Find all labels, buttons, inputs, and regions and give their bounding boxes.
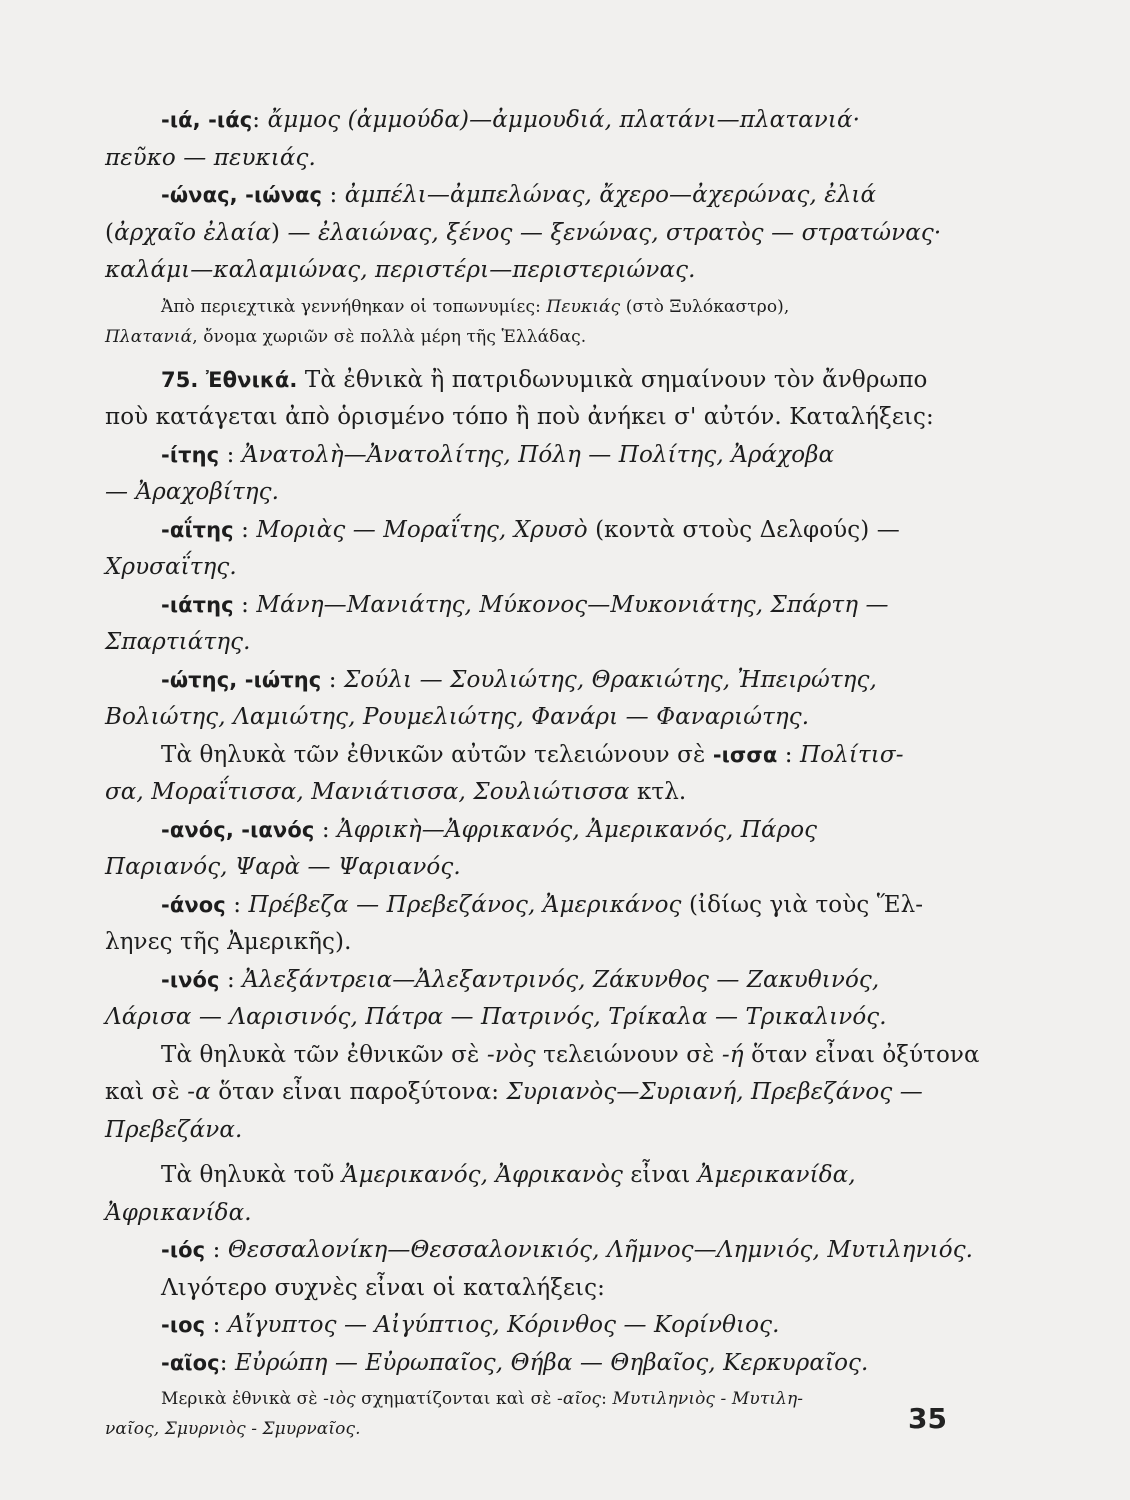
body-text: : bbox=[314, 816, 338, 843]
example-text: Πλατανιά bbox=[105, 326, 193, 347]
example-text: ἀμπέλι—ἀμπελώνας, ἄχερο—ἀχερώνας, ἐλιά bbox=[344, 182, 877, 208]
ending-term: -ώνας, -ιώνας bbox=[161, 183, 323, 207]
text-line bbox=[105, 549, 953, 587]
text-line bbox=[105, 1270, 953, 1308]
example-text: Σούλι — Σουλιώτης, Θρακιώτης, Ἠπειρώτης, bbox=[343, 666, 877, 693]
text-line bbox=[105, 399, 953, 437]
text-line bbox=[105, 887, 953, 925]
example-text: σα, Μοραΐτισσα, Μανιάτισσα, Σουλιώτισσα bbox=[105, 779, 630, 805]
body-text: σχηματίζονται καὶ σὲ bbox=[355, 1389, 558, 1409]
text-line bbox=[105, 1157, 953, 1195]
body-text: : bbox=[601, 1389, 613, 1409]
text-line bbox=[105, 962, 953, 1000]
example-text: πεῦκο — πευκιάς. bbox=[105, 144, 316, 171]
text-line bbox=[105, 1307, 953, 1345]
body-text: κτλ. bbox=[629, 779, 687, 805]
example-text: Πολίτισ- bbox=[800, 741, 904, 768]
body-text: : bbox=[219, 441, 242, 468]
example-text: Ἀφρικὴ—Ἀφρικανός, Ἀμερικανός, Πάρος bbox=[337, 816, 818, 843]
example-text: Παριανός, Ψαρὰ — Ψαριανός. bbox=[105, 854, 461, 880]
example-text: Πρεβεζάνα. bbox=[105, 1116, 243, 1143]
ending-term: -ιος bbox=[161, 1313, 206, 1337]
body-text: Ἀπὸ περιεχτικὰ γεννήθηκαν οἱ τοπωνυμίες: bbox=[161, 296, 547, 317]
body-text: Τὰ θηλυκὰ τῶν ἐθνικῶν αὐτῶν τελειώνουν σὲ bbox=[161, 741, 713, 768]
body-text: Τὰ ἐθνικὰ ἢ πατριδωνυμικὰ σημαίνουν τὸν ἄνθρωπο bbox=[297, 366, 928, 393]
example-text: Ἀλεξάντρεια—Ἀλεξαντρινός, Ζάκυνθος — Ζακυθινός, bbox=[242, 966, 880, 993]
body-text: καὶ σὲ bbox=[105, 1079, 188, 1105]
example-text: -α bbox=[187, 1079, 211, 1105]
body-text: (κοντὰ στοὺς Δελφούς) — bbox=[587, 516, 900, 543]
example-text: Χρυσαΐτης. bbox=[105, 554, 237, 580]
body-text: : bbox=[205, 1237, 228, 1263]
body-text: εἶναι bbox=[622, 1162, 698, 1188]
text-line bbox=[105, 1037, 980, 1075]
body-text: Τὰ θηλυκὰ τῶν ἐθνικῶν σὲ bbox=[161, 1041, 487, 1068]
ending-term: -ανός, -ιανός bbox=[161, 817, 315, 842]
example-text: -ιὸς bbox=[323, 1389, 356, 1409]
text-line bbox=[105, 140, 953, 178]
ending-term: -ιός bbox=[161, 1238, 206, 1262]
example-text: ἄμμος (ἀμμούδα)—ἀμμουδιά, πλατάνι—πλατανιά· bbox=[267, 107, 860, 133]
body-text: ποὺ κατάγεται ἀπὸ ὁρισμένο τόπο ἢ ποὺ ἀνήκει σ' αὐτόν. Καταλήξεις: bbox=[105, 404, 934, 430]
example-text: Ἀμερικανός, Ἀφρικανὸς bbox=[341, 1162, 623, 1188]
text-line bbox=[105, 999, 953, 1037]
text-line bbox=[105, 1414, 953, 1444]
body-text: (ἰδίως γιὰ τοὺς Ἕλ- bbox=[681, 891, 924, 918]
text-line bbox=[105, 699, 953, 737]
example-text: ναῖος, Σμυρνιὸς - Σμυρναῖος. bbox=[105, 1419, 361, 1439]
ending-term: -ισσα bbox=[712, 742, 778, 767]
body-text: : bbox=[252, 107, 268, 133]
body-text: : bbox=[777, 741, 801, 768]
example-text: Συριανὸς—Συριανή, Πρεβεζάνος — bbox=[506, 1079, 923, 1105]
body-text: : bbox=[225, 891, 249, 918]
example-text: -νὸς bbox=[486, 1041, 536, 1068]
text-line bbox=[105, 624, 953, 662]
example-text: Σπαρτιάτης. bbox=[105, 629, 251, 655]
body-text: Μερικὰ ἐθνικὰ σὲ bbox=[161, 1389, 324, 1409]
example-text: -ή bbox=[721, 1041, 744, 1068]
body-text: , ὄνομα χωριῶν σὲ πολλὰ μέρη τῆς Ἑλλάδας. bbox=[192, 326, 587, 347]
body-text: ) bbox=[270, 219, 288, 246]
example-text: — Ἀραχοβίτης. bbox=[105, 479, 280, 505]
example-text: Μυτιληνιὸς - Μυτιλη- bbox=[612, 1389, 804, 1409]
ending-term: 75. Ἐθνικά. bbox=[161, 367, 298, 392]
body-text: : bbox=[321, 666, 344, 693]
page-number: 35 bbox=[908, 1402, 947, 1435]
text-line bbox=[105, 1384, 953, 1414]
body-text: Λιγότερο συχνὲς εἶναι οἱ καταλήξεις: bbox=[161, 1274, 605, 1301]
example-text: ἀρχαῖο ἐλαία bbox=[114, 219, 271, 246]
text-line bbox=[105, 1112, 953, 1150]
body-text: ὅταν εἶναι παροξύτονα: bbox=[210, 1079, 507, 1105]
text-line bbox=[105, 587, 953, 625]
body-text: : bbox=[233, 591, 257, 618]
example-text: Ἀνατολὴ—Ἀνατολίτης, Πόλη — Πολίτης, Ἀράχοβα bbox=[241, 441, 835, 468]
ending-term: -ινός bbox=[161, 967, 220, 992]
page-text bbox=[105, 102, 980, 1454]
text-line bbox=[105, 215, 953, 253]
text-line bbox=[105, 437, 953, 475]
text-line bbox=[105, 1345, 953, 1383]
example-text: — ἐλαιώνας, ξένος — ξενώνας, στρατὸς — στρατώνας· bbox=[287, 219, 942, 246]
body-text: : bbox=[233, 516, 257, 543]
text-line bbox=[105, 812, 953, 850]
text-line bbox=[105, 292, 953, 322]
body-text: ληνες τῆς Ἀμερικῆς). bbox=[105, 929, 352, 955]
example-text: Πρέβεζα — Πρεβεζάνος, Ἀμερικάνος bbox=[248, 891, 682, 918]
example-text: καλάμι—καλαμιώνας, περιστέρι—περιστεριώνας. bbox=[105, 257, 696, 283]
ending-term: -ιάτης bbox=[161, 592, 234, 617]
text-line bbox=[105, 737, 953, 775]
text-line bbox=[105, 177, 953, 215]
text-line bbox=[105, 102, 953, 140]
ending-term: -αῖος bbox=[161, 1350, 220, 1375]
text-line bbox=[105, 662, 953, 700]
body-text: (στὸ Ξυλόκαστρο), bbox=[620, 296, 790, 317]
body-text: ( bbox=[105, 219, 115, 246]
text-line bbox=[105, 362, 953, 400]
example-text: Βολιώτης, Λαμιώτης, Ρουμελιώτης, Φανάρι — Φαναριώτης. bbox=[105, 704, 810, 730]
example-text: Μοριὰς — Μοραΐτης, Χρυσὸ bbox=[256, 516, 588, 543]
ending-term: -ίτης bbox=[161, 442, 220, 467]
example-text: Εὐρώπη — Εὐρωπαῖος, Θήβα — Θηβαῖος, Κερκυραῖος. bbox=[234, 1349, 869, 1376]
text-line bbox=[105, 1074, 953, 1112]
ending-term: -αΐτης bbox=[161, 517, 234, 542]
example-text: Θεσσαλονίκη—Θεσσαλονικιός, Λῆμνος—Λημνιός, Μυτιληνιός. bbox=[227, 1237, 974, 1263]
body-text: : bbox=[219, 1349, 235, 1376]
example-text: Πευκιάς bbox=[546, 296, 621, 317]
text-line bbox=[105, 849, 953, 887]
example-text: Λάρισα — Λαρισινός, Πάτρα — Πατρινός, Τρίκαλα — Τρικαλινός. bbox=[105, 1004, 887, 1030]
body-text: : bbox=[219, 966, 243, 993]
text-line bbox=[105, 924, 953, 962]
body-text: : bbox=[205, 1312, 228, 1338]
text-line bbox=[105, 474, 953, 512]
body-text: ὅταν εἶναι ὀξύτονα bbox=[743, 1041, 980, 1068]
text-line bbox=[105, 774, 953, 812]
body-text: : bbox=[322, 182, 345, 208]
body-text: τελειώνουν σὲ bbox=[535, 1041, 722, 1068]
text-line bbox=[105, 1232, 974, 1270]
body-text: Τὰ θηλυκὰ τοῦ bbox=[161, 1162, 342, 1188]
ending-term: -ιά, -ιάς bbox=[161, 108, 253, 132]
text-line bbox=[105, 512, 953, 550]
example-text: Αἴγυπτος — Αἰγύπτιος, Κόρινθος — Κορίνθιος. bbox=[227, 1312, 780, 1338]
text-line bbox=[105, 1195, 953, 1233]
example-text: Μάνη—Μανιάτης, Μύκονος—Μυκονιάτης, Σπάρτη — bbox=[256, 591, 889, 618]
text-line bbox=[105, 322, 953, 352]
ending-term: -ώτης, -ιώτης bbox=[161, 667, 322, 692]
example-text: -αῖος bbox=[557, 1389, 602, 1409]
example-text: Ἀφρικανίδα. bbox=[105, 1199, 252, 1226]
example-text: Ἀμερικανίδα, bbox=[697, 1162, 856, 1188]
ending-term: -άνος bbox=[161, 892, 226, 917]
text-line bbox=[105, 252, 953, 290]
